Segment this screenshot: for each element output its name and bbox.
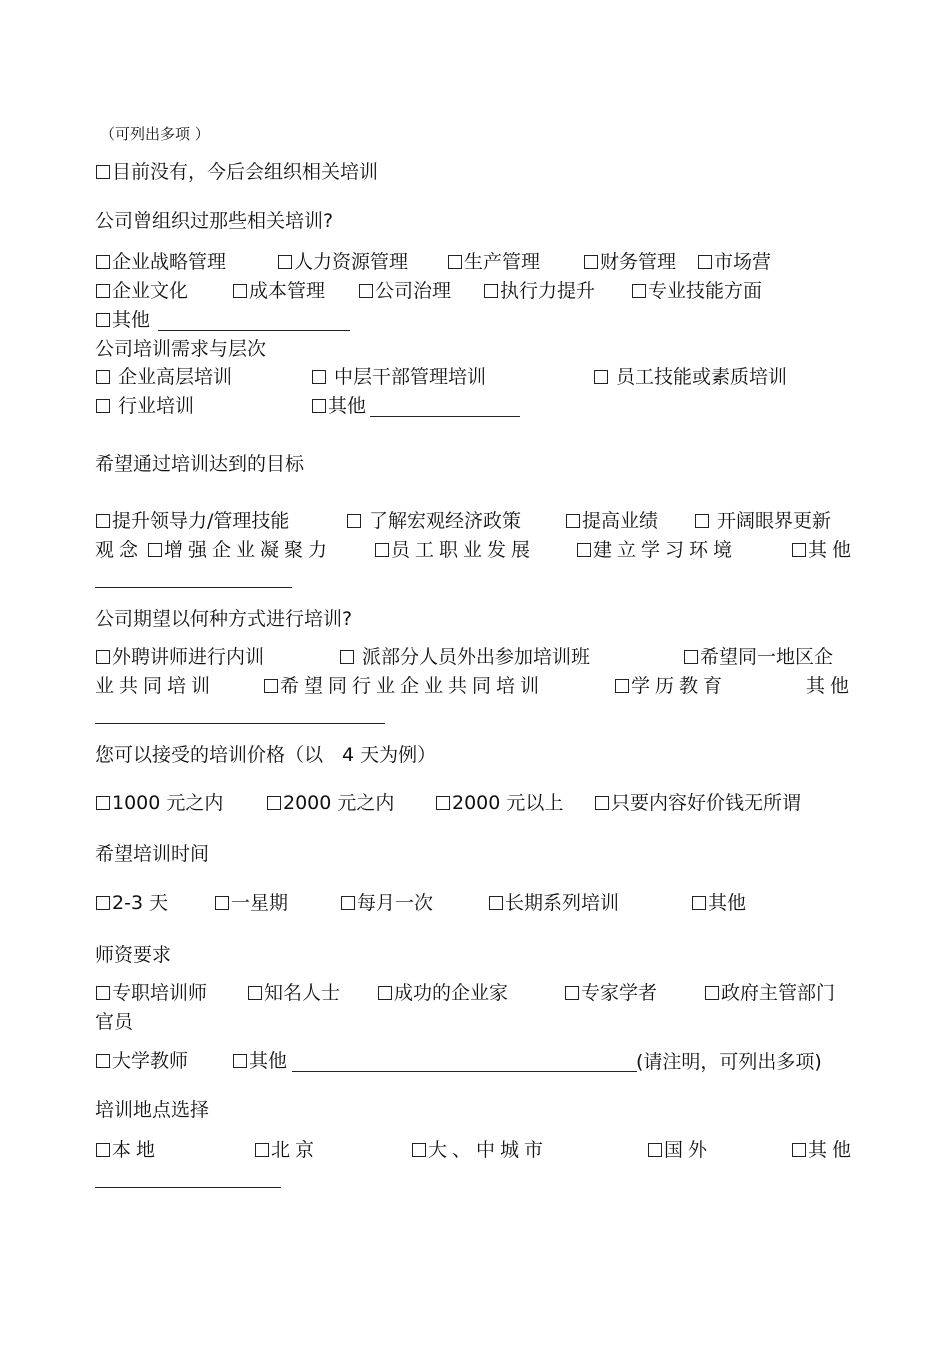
option-local[interactable]: 本地 [96,1137,160,1163]
checkbox[interactable] [340,650,354,664]
method-line2-start: 业共同培训 [95,675,216,697]
checkbox[interactable] [96,514,110,528]
checkbox[interactable] [792,1143,806,1157]
option-send-staff[interactable]: 派部分人员外出参加培训班 [340,644,590,670]
option-other-method[interactable]: 其他 [806,675,855,697]
option-external-trainer[interactable]: 外聘讲师进行内训 [96,644,264,670]
option-other-teacher[interactable]: 其他 [233,1048,287,1074]
option-price-2000-above[interactable]: 2000 元以上 [436,790,563,816]
checkbox[interactable] [233,284,247,298]
option-price-any[interactable]: 只要内容好价钱无所谓 [595,790,801,816]
option-skills[interactable]: 专业技能方面 [632,278,762,304]
option-production[interactable]: 生产管理 [448,249,540,275]
goal-line2-start: 观念 [95,539,144,561]
checkbox[interactable] [436,796,450,810]
option-pro-trainer[interactable]: 专职培训师 [96,980,207,1006]
option-governance[interactable]: 公司治理 [359,278,451,304]
checkbox[interactable] [378,986,392,1000]
checkbox[interactable] [312,370,326,384]
checkbox[interactable] [692,896,706,910]
checkbox[interactable] [632,284,646,298]
checkbox[interactable] [255,1143,269,1157]
checkbox[interactable] [448,255,462,269]
option-staff[interactable]: 员工技能或素质培训 [594,364,787,390]
option-none-now[interactable]: 目前没有，今后会组织相关培训 [96,159,378,185]
option-one-week[interactable]: 一星期 [215,890,288,916]
checkbox[interactable] [359,284,373,298]
checkbox[interactable] [312,399,326,413]
checkbox[interactable] [248,986,262,1000]
option-professor[interactable]: 大学教师 [96,1048,188,1074]
option-senior[interactable]: 企业高层培训 [96,364,232,390]
checkbox[interactable] [565,986,579,1000]
other-teacher-blank[interactable] [292,1071,637,1072]
checkbox[interactable] [705,986,719,1000]
teacher-note: (请注明，可列出多项) [636,1051,822,1073]
checkbox[interactable] [792,543,806,557]
option-leadership[interactable]: 提升领导力/管理技能 [96,508,289,534]
option-degree[interactable]: 学历教育 [615,673,727,699]
checkbox[interactable] [577,543,591,557]
option-same-industry[interactable]: 希望同行业企业共同培训 [264,673,544,699]
option-career[interactable]: 员工职业发展 [375,537,535,563]
checkbox[interactable] [594,370,608,384]
option-other-past[interactable]: 其他 [96,307,150,333]
checkbox[interactable] [375,543,389,557]
checkbox[interactable] [96,896,110,910]
option-other-time[interactable]: 其他 [692,890,746,916]
option-marketing[interactable]: 市场营 [698,249,771,275]
option-long-term[interactable]: 长期系列培训 [489,890,619,916]
checkbox[interactable] [347,514,361,528]
option-other-level[interactable]: 其他 [312,393,366,419]
checkbox[interactable] [96,1054,110,1068]
option-abroad[interactable]: 国外 [648,1137,712,1163]
checkbox[interactable] [96,1143,110,1157]
checkbox[interactable] [96,796,110,810]
checkbox[interactable] [341,896,355,910]
checkbox[interactable] [96,650,110,664]
option-other-place[interactable]: 其他 [792,1137,856,1163]
option-learning-env[interactable]: 建立学习环境 [577,537,737,563]
question-price: 您可以接受的培训价格（以 4 天为例） [95,744,437,766]
question-location: 培训地点选择 [95,1099,210,1121]
option-execution[interactable]: 执行力提升 [484,278,595,304]
checkbox[interactable] [264,679,278,693]
question-past-trainings: 公司曾组织过那些相关培训? [95,210,334,232]
checkbox[interactable] [648,1143,662,1157]
option-performance[interactable]: 提高业绩 [566,508,658,534]
checkbox[interactable] [233,1054,247,1068]
checkbox[interactable] [215,896,229,910]
option-horizon[interactable]: 开阔眼界更新 [695,508,831,534]
checkbox[interactable] [484,284,498,298]
option-macro[interactable]: 了解宏观经济政策 [347,508,521,534]
checkbox[interactable] [96,313,110,327]
option-regional[interactable]: 希望同一地区企 [684,644,833,670]
option-celebrity[interactable]: 知名人士 [248,980,340,1006]
checkbox[interactable] [698,255,712,269]
option-2-3-days[interactable]: 2-3 天 [96,890,168,916]
option-beijing[interactable]: 北京 [255,1137,319,1163]
teacher-line2-start: 官员 [95,1011,134,1033]
checkbox[interactable] [412,1143,426,1157]
checkbox[interactable] [584,255,598,269]
checkbox[interactable] [566,514,580,528]
question-teachers: 师资要求 [95,944,172,966]
question-methods: 公司期望以何种方式进行培训? [95,608,353,630]
option-gov-official[interactable]: 政府主管部门 [705,980,835,1006]
checkbox[interactable] [96,986,110,1000]
option-expert[interactable]: 专家学者 [565,980,657,1006]
option-price-2000-within[interactable]: 2000 元之内 [267,790,394,816]
checkbox[interactable] [489,896,503,910]
other-level-blank[interactable] [370,416,520,417]
checkbox[interactable] [278,255,292,269]
checkbox[interactable] [148,543,162,557]
checkbox[interactable] [267,796,281,810]
option-other-goal[interactable]: 其他 [792,537,856,563]
checkbox[interactable] [615,679,629,693]
checkbox[interactable] [595,796,609,810]
question-levels: 公司培训需求与层次 [95,338,267,360]
option-industry[interactable]: 行业培训 [96,393,194,419]
option-big-cities[interactable]: 大、中城市 [412,1137,548,1163]
question-goals: 希望通过培训达到的目标 [95,453,305,475]
option-cohesion[interactable]: 增强企业凝聚力 [148,537,332,563]
option-cost[interactable]: 成本管理 [233,278,325,304]
option-middle[interactable]: 中层干部管理培训 [312,364,486,390]
option-hr[interactable]: 人力资源管理 [278,249,408,275]
checkbox[interactable] [96,370,110,384]
option-price-1000[interactable]: 1000 元之内 [96,790,223,816]
option-culture[interactable]: 企业文化 [96,278,188,304]
option-finance[interactable]: 财务管理 [584,249,676,275]
other-place-blank[interactable] [95,1187,281,1188]
checkbox[interactable] [96,284,110,298]
other-past-blank[interactable] [158,330,350,331]
multi-select-note: （可列出多项 ） [100,125,210,143]
other-method-blank[interactable] [95,723,385,724]
checkbox[interactable] [96,399,110,413]
option-strategy[interactable]: 企业战略管理 [96,249,226,275]
other-goal-blank[interactable] [95,587,292,588]
question-time: 希望培训时间 [95,843,210,865]
checkbox[interactable] [96,165,110,179]
option-monthly[interactable]: 每月一次 [341,890,433,916]
option-entrepreneur[interactable]: 成功的企业家 [378,980,508,1006]
checkbox[interactable] [695,514,709,528]
checkbox[interactable] [684,650,698,664]
checkbox[interactable] [96,255,110,269]
